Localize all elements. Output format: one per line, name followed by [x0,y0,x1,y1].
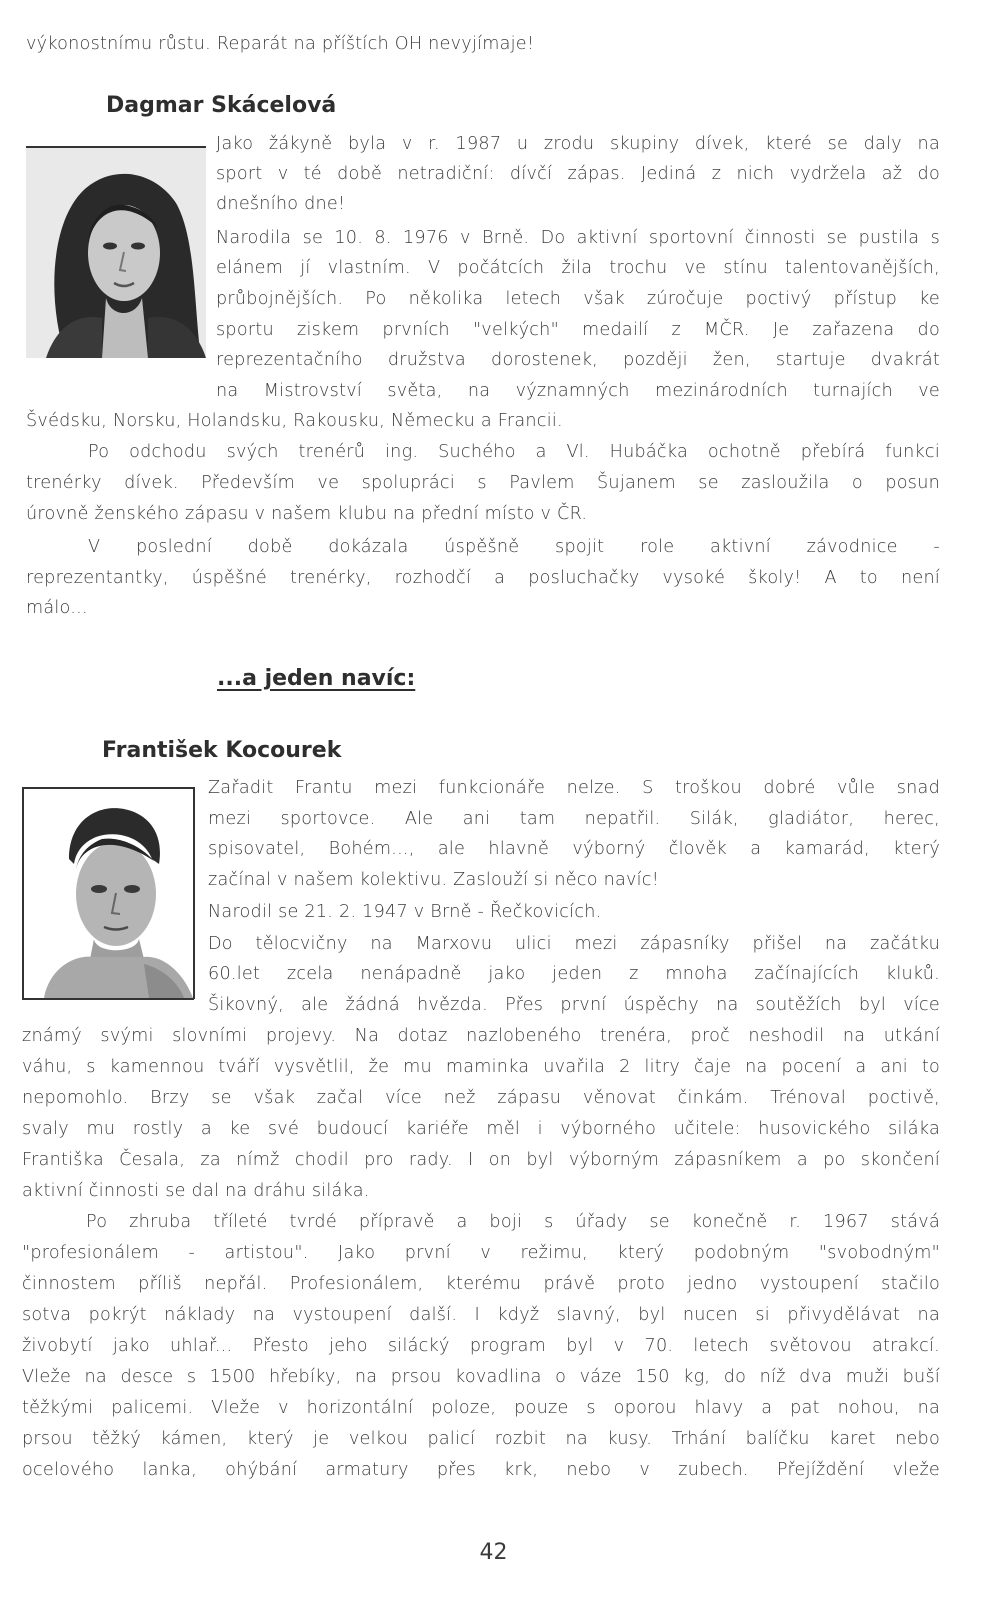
text-line: prsou těžký kámen, který je velkou palicí rozbit na kusy. Trhání balíčku karet nebo [22,1429,940,1449]
text-line: Šikovný, ale žádná hvězda. Přes první úspěchy na soutěžích byl více [208,995,940,1015]
text-line: elánem jí vlastním. V počátcích žila trochu ve stínu talentovanějších, [216,258,940,278]
text-line: Po odchodu svých trenérů ing. Suchého a Vl. Hubáčka ochotně přebírá funkci [88,442,940,462]
text-line: spisovatel, Bohém..., ale hlavně výborný člověk a kamarád, který [208,839,940,859]
text-line: na Mistrovství světa, na významných mezinárodních turnajích ve [216,381,940,401]
page-number: 42 [479,1540,508,1565]
section-heading-dagmar: Dagmar Skácelová [106,93,337,118]
portrait-photo-dagmar [26,148,206,358]
text-line: trenérky dívek. Především ve spolupráci s Pavlem Šujanem se zasloužila o posun [26,473,940,493]
text-line: Do tělocvičny na Marxovu ulici mezi zápasníky přišel na začátku [208,934,940,954]
text-line: ocelového lanka, ohýbání armatury přes krk, nebo v zubech. Přejíždění vleže [22,1460,940,1480]
text-line: Vleže na desce s 1500 hřebíky, na prsou kovadlina o váze 150 kg, do níž dva muži buší [22,1367,940,1387]
section-heading-frantisek: František Kocourek [102,738,342,763]
text-line: úrovně ženského zápasu v našem klubu na přední místo v ČR. [26,504,588,524]
text-line: živobytí jako uhlař... Přesto jeho silácký program byl v 70. letech světovou atrakcí. [22,1336,940,1356]
text-line: Jako žákyně byla v r. 1987 u zrodu skupiny dívek, které se daly na [216,134,940,154]
text-line: těžkými palicemi. Vleže v horizontální poloze, pouze s oporou hlavy a pat nohou, na [22,1398,940,1418]
text-line: mezi sportovce. Ale ani tam nepatřil. Silák, gladiátor, herec, [208,809,940,829]
text-line: V poslední době dokázala úspěšně spojit role aktivní závodnice - [88,537,940,557]
photo-frame-bottom [22,998,194,1000]
text-line: 60.let zcela nenápadně jako jeden z mnoha začínajících kluků. [208,964,940,984]
text-line: sport v té době netradiční: dívčí zápas. Jediná z nich vydržela až do [216,164,940,184]
portrait-photo-frantisek [24,789,193,998]
text-line: váhu, s kamennou tváří vysvětlil, že mu maminka uvařila 2 litry čaje na pocení a ani to [22,1057,940,1077]
text-line: Zařadit Frantu mezi funkcionáře nelze. S troškou dobré vůle snad [208,778,940,798]
text-line: Narodil se 21. 2. 1947 v Brně - Řečkovicích. [208,902,602,922]
photo-frame-right [193,787,195,999]
text-line: průbojnějších. Po několika letech však zúročuje poctivý přístup ke [216,289,940,309]
text-line: "profesionálem - artistou". Jako první v režimu, který podobným "svobodným" [22,1243,940,1263]
text-line: sotva pokrýt náklady na vystoupení další. I když slavný, byl nucen si přivydělávat na [22,1305,940,1325]
text-line: Po zhruba tříleté tvrdé přípravě a boji s úřady se konečně r. 1967 stává [86,1212,940,1232]
text-line: začínal v našem kolektivu. Zaslouží si něco navíc! [208,870,660,890]
text-line: Narodila se 10. 8. 1976 v Brně. Do aktivní sportovní činnosti se pustila s [216,228,940,248]
intro-line: výkonostnímu růstu. Reparát na příštích OH nevyjímaje! [26,34,535,54]
bonus-heading: ...a jeden navíc: [217,666,416,691]
text-line: reprezentantky, úspěšné trenérky, rozhodčí a posluchačky vysoké školy! A to není [26,568,940,588]
text-line: reprezentačního družstva dorostenek, později žen, startuje dvakrát [216,350,940,370]
text-line: známý svými slovními projevy. Na dotaz nazlobeného trenéra, proč neshodil na utkání [22,1026,940,1046]
text-line: aktivní činnosti se dal na dráhu siláka. [22,1181,370,1201]
text-line: Švédsku, Norsku, Holandsku, Rakousku, Německu a Francii. [26,411,563,431]
text-line: nepomohlo. Brzy se však začal více než zápasu věnovat činkám. Trénoval poctivě, [22,1088,940,1108]
text-line: sportu ziskem prvních "velkých" medailí z MČR. Je zařazena do [216,320,940,340]
text-line: činnostem příliš nepřál. Profesionálem, kterému právě proto jedno vystoupení stačilo [22,1274,940,1294]
text-line: málo... [26,598,88,618]
text-line: svaly mu rostly a ke své budoucí kariéře měl i výborného učitele: husovického siláka [22,1119,940,1139]
text-line: dnešního dne! [216,194,346,214]
text-line: Františka Česala, za nímž chodil pro rady. I on byl výborným zápasníkem a po skončení [22,1150,940,1170]
